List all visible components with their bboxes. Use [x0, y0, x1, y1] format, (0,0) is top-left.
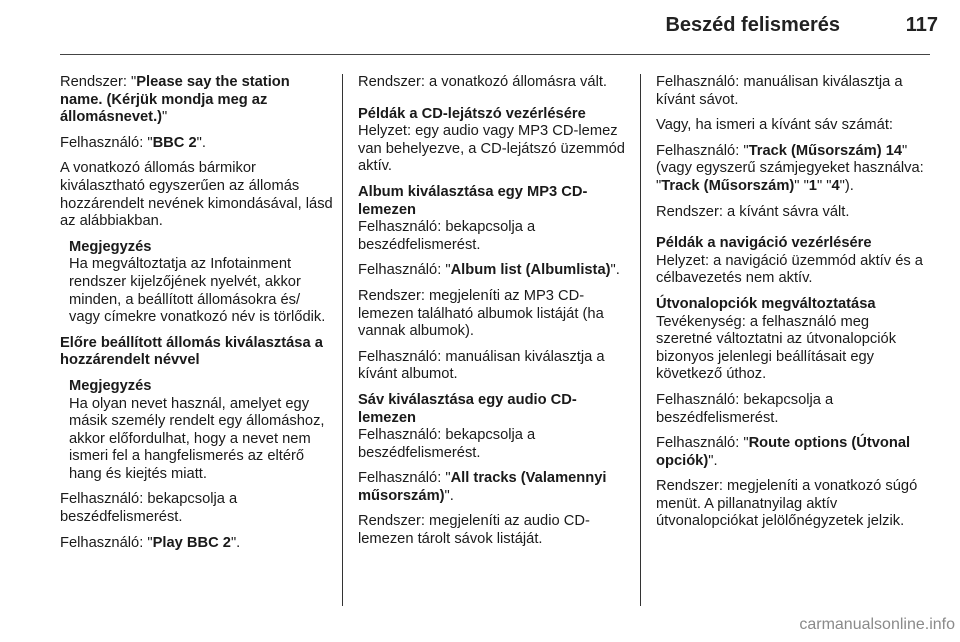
header-title: Beszéd felismerés: [665, 14, 840, 36]
paragraph: Rendszer: megjeleníti az MP3 CD-lemezen található albumok listáját (ha vannak albumok).: [358, 287, 604, 340]
paragraph: Rendszer: a kívánt sávra vált.: [656, 203, 850, 220]
note-box: [69, 378, 334, 484]
paragraph: Felhasználó: bekapcsolja a beszédfelismerést.: [656, 391, 834, 426]
section-heading: Példák a navigáció vezérlésére: [656, 235, 872, 252]
paragraph: Felhasználó: "Track (Műsorszám) 14" (vagy egyszerű számjegyeket használva: "Track (Műsorszám)" "1" "4").: [656, 142, 924, 194]
column-1: [60, 74, 334, 560]
column-3: [656, 74, 924, 539]
header-rule: [60, 54, 930, 55]
column-divider-1: [342, 74, 343, 606]
section-heading: Előre beállított állomás kiválasztása a hozzárendelt névvel: [60, 334, 323, 369]
paragraph: Rendszer: megjeleníti az audio CD-lemezen tárolt sávok listáját.: [358, 513, 590, 548]
paragraph: Felhasználó: bekapcsolja a beszédfelismerést.: [60, 491, 238, 526]
watermark: carmanualsonline.info: [799, 616, 955, 633]
note-text: Ha olyan nevet használ, amelyet egy másik személy rendelt egy állomáshoz, akkor előfordulhat, hogy a nevet nem ismeri fel a hangfelismerés az eltérő hang és kiejtés miatt.: [69, 395, 325, 482]
paragraph: Felhasználó: "Play BBC 2".: [60, 534, 241, 551]
section-heading: Album kiválasztása egy MP3 CD-lemezen: [358, 183, 588, 218]
section-heading: Példák a CD-lejátszó vezérlésére: [358, 105, 586, 122]
note-title: Megjegyzés: [69, 377, 152, 394]
page-number: 117: [905, 14, 938, 36]
note-title: Megjegyzés: [69, 238, 152, 255]
paragraph: Felhasználó: bekapcsolja a beszédfelismerést.: [358, 219, 536, 253]
note-box: [69, 239, 334, 327]
column-divider-2: [640, 74, 641, 606]
paragraph: Rendszer: "Please say the station name. (Kérjük mondja meg az állomásnevet.)": [60, 74, 290, 126]
paragraph: Felhasználó: "BBC 2".: [60, 134, 206, 151]
paragraph: Rendszer: a vonatkozó állomásra vált.: [358, 74, 607, 90]
section-heading: Útvonalopciók megváltoztatása: [656, 295, 876, 312]
section-heading: Sáv kiválasztása egy audio CD-lemezen: [358, 391, 577, 426]
paragraph: Rendszer: megjeleníti a vonatkozó súgó menüt. A pillanatnyilag aktív útvonalopciókat jelölőnégyzetek jelzik.: [656, 478, 918, 530]
paragraph: Felhasználó: "All tracks (Valamennyi műsorszám)".: [358, 470, 607, 504]
paragraph: Felhasználó: manuálisan kiválasztja a kívánt albumot.: [358, 348, 605, 383]
column-2: [358, 74, 626, 557]
paragraph: Felhasználó: bekapcsolja a beszédfelismerést.: [358, 427, 536, 461]
paragraph: Helyzet: a navigáció üzemmód aktív és a célbavezetés nem aktív.: [656, 252, 923, 287]
paragraph: Felhasználó: manuálisan kiválasztja a kívánt sávot.: [656, 74, 903, 108]
paragraph: Felhasználó: "Route options (Útvonal opciók)".: [656, 435, 911, 469]
note-text: Ha megváltoztatja az Infotainment rendszer kijelzőjének nyelvét, akkor minden, a beállított állomásokra és/ vagy címekre vonatkozó név is törlődik.: [69, 256, 326, 326]
paragraph: Felhasználó: "Album list (Albumlista)".: [358, 262, 620, 279]
paragraph: Vagy, ha ismeri a kívánt sáv számát:: [656, 117, 893, 134]
paragraph: Helyzet: egy audio vagy MP3 CD-lemez van behelyezve, a CD-lejátszó üzemmód aktív.: [358, 123, 625, 175]
paragraph: Tevékenység: a felhasználó meg szeretné változtatni az útvonalopciók bizonyos jelenlegi beállításait egy következő úthoz.: [656, 313, 897, 383]
paragraph: A vonatkozó állomás bármikor kiválasztható egyszerűen az állomás hozzárendelt nevének kimondásával, lásd az alábbiakban.: [60, 160, 333, 230]
